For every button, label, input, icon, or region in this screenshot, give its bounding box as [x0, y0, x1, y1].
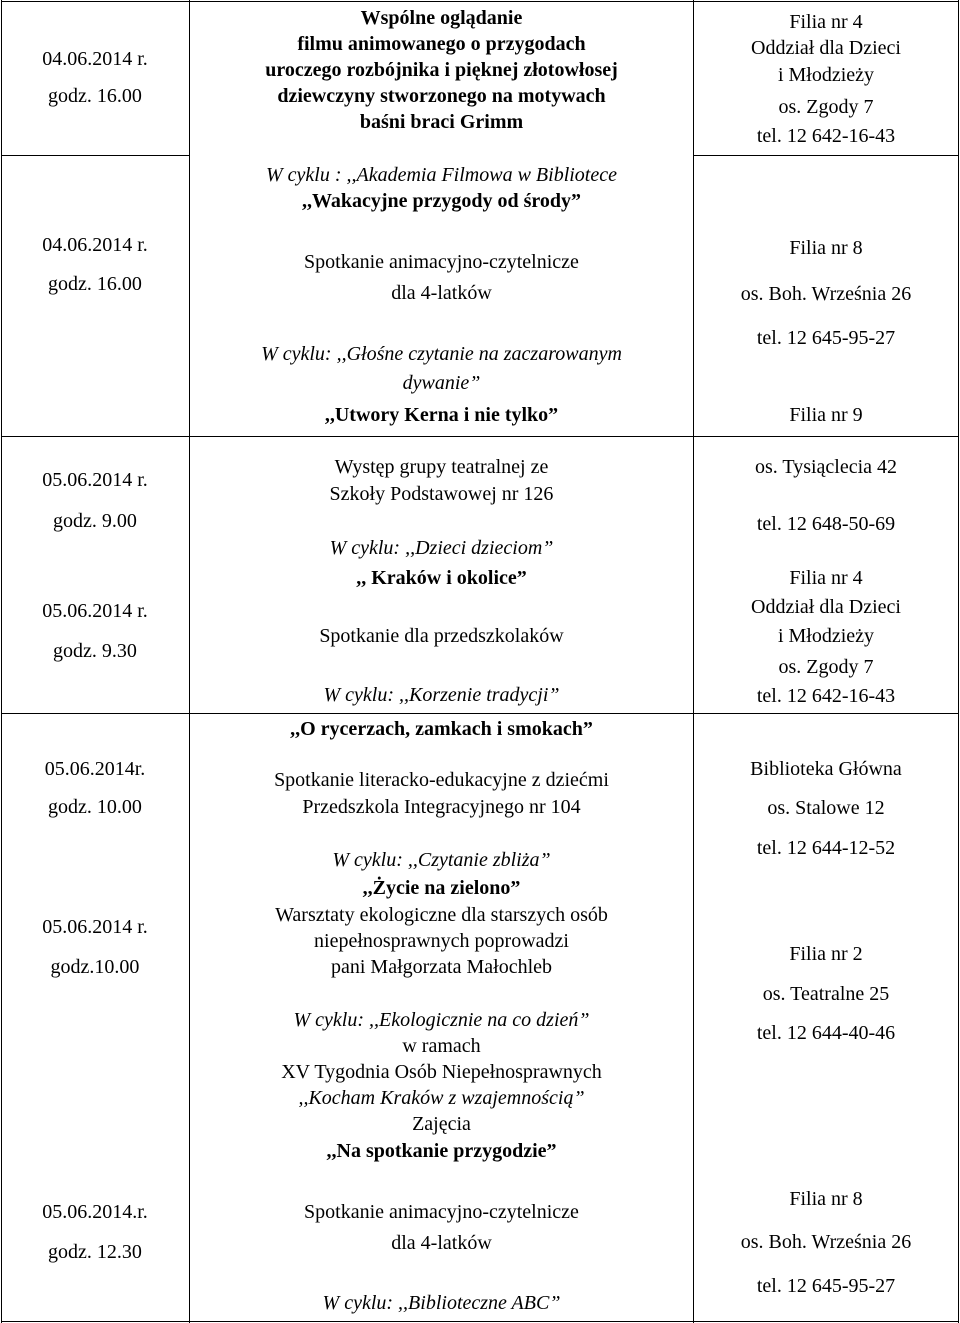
event-cycle: W cyklu: ,,Ekologicznie na co dzień”: [293, 1009, 590, 1031]
event-title: ,,Na spotkanie przygodzie”: [326, 1140, 557, 1162]
event-title: ,,Utwory Kerna i nie tylko”: [324, 404, 559, 426]
table-border-right: [958, 0, 959, 1323]
table-border-bottom: [1, 1321, 958, 1322]
row-divider: [1, 155, 189, 156]
event-date: 05.06.2014 r.: [42, 916, 148, 938]
event-date: 05.06.2014 r.: [42, 469, 148, 491]
event-time: godz. 9.30: [53, 640, 137, 662]
event-time: godz. 12.30: [48, 1241, 142, 1263]
event-pre-label: Zajęcia: [412, 1113, 471, 1135]
event-title: ,,O rycerzach, zamkach i smokach”: [290, 718, 593, 740]
event-date: 05.06.2014 r.: [42, 600, 148, 622]
event-cycle: W cyklu: ,,Biblioteczne ABC”: [322, 1292, 561, 1314]
event-cycle: W cyklu: ,,Czytanie zbliża”: [332, 849, 551, 871]
event-time: godz. 10.00: [48, 796, 142, 818]
event-time: godz. 16.00: [48, 85, 142, 107]
event-date: 05.06.2014.r.: [42, 1201, 148, 1223]
event-cycle: W cyklu: ,,Korzenie tradycji”: [323, 684, 560, 706]
event-date: 04.06.2014 r.: [42, 48, 148, 70]
event-title: ,,Życie na zielono”: [362, 877, 521, 899]
event-title: ,, Kraków i okolice”: [356, 567, 527, 589]
event-cycle: W cyklu : ,,Akademia Filmowa w Bibliotece: [265, 164, 617, 186]
row-divider: [693, 155, 958, 156]
event-title: ,,Wakacyjne przygody od środy”: [301, 190, 582, 212]
event-time: godz. 9.00: [53, 510, 137, 532]
event-time: godz.10.00: [50, 956, 140, 978]
event-cycle: W cyklu: ,,Dzieci dzieciom”: [329, 537, 554, 559]
table-border-top: [1, 1, 958, 2]
row-divider: [1, 713, 958, 714]
event-description: Spotkanie dla przedszkolaków: [319, 625, 564, 647]
event-time: godz. 16.00: [48, 273, 142, 295]
event-date: 04.06.2014 r.: [42, 234, 148, 256]
event-date: 05.06.2014r.: [44, 758, 146, 780]
row-divider: [1, 436, 958, 437]
